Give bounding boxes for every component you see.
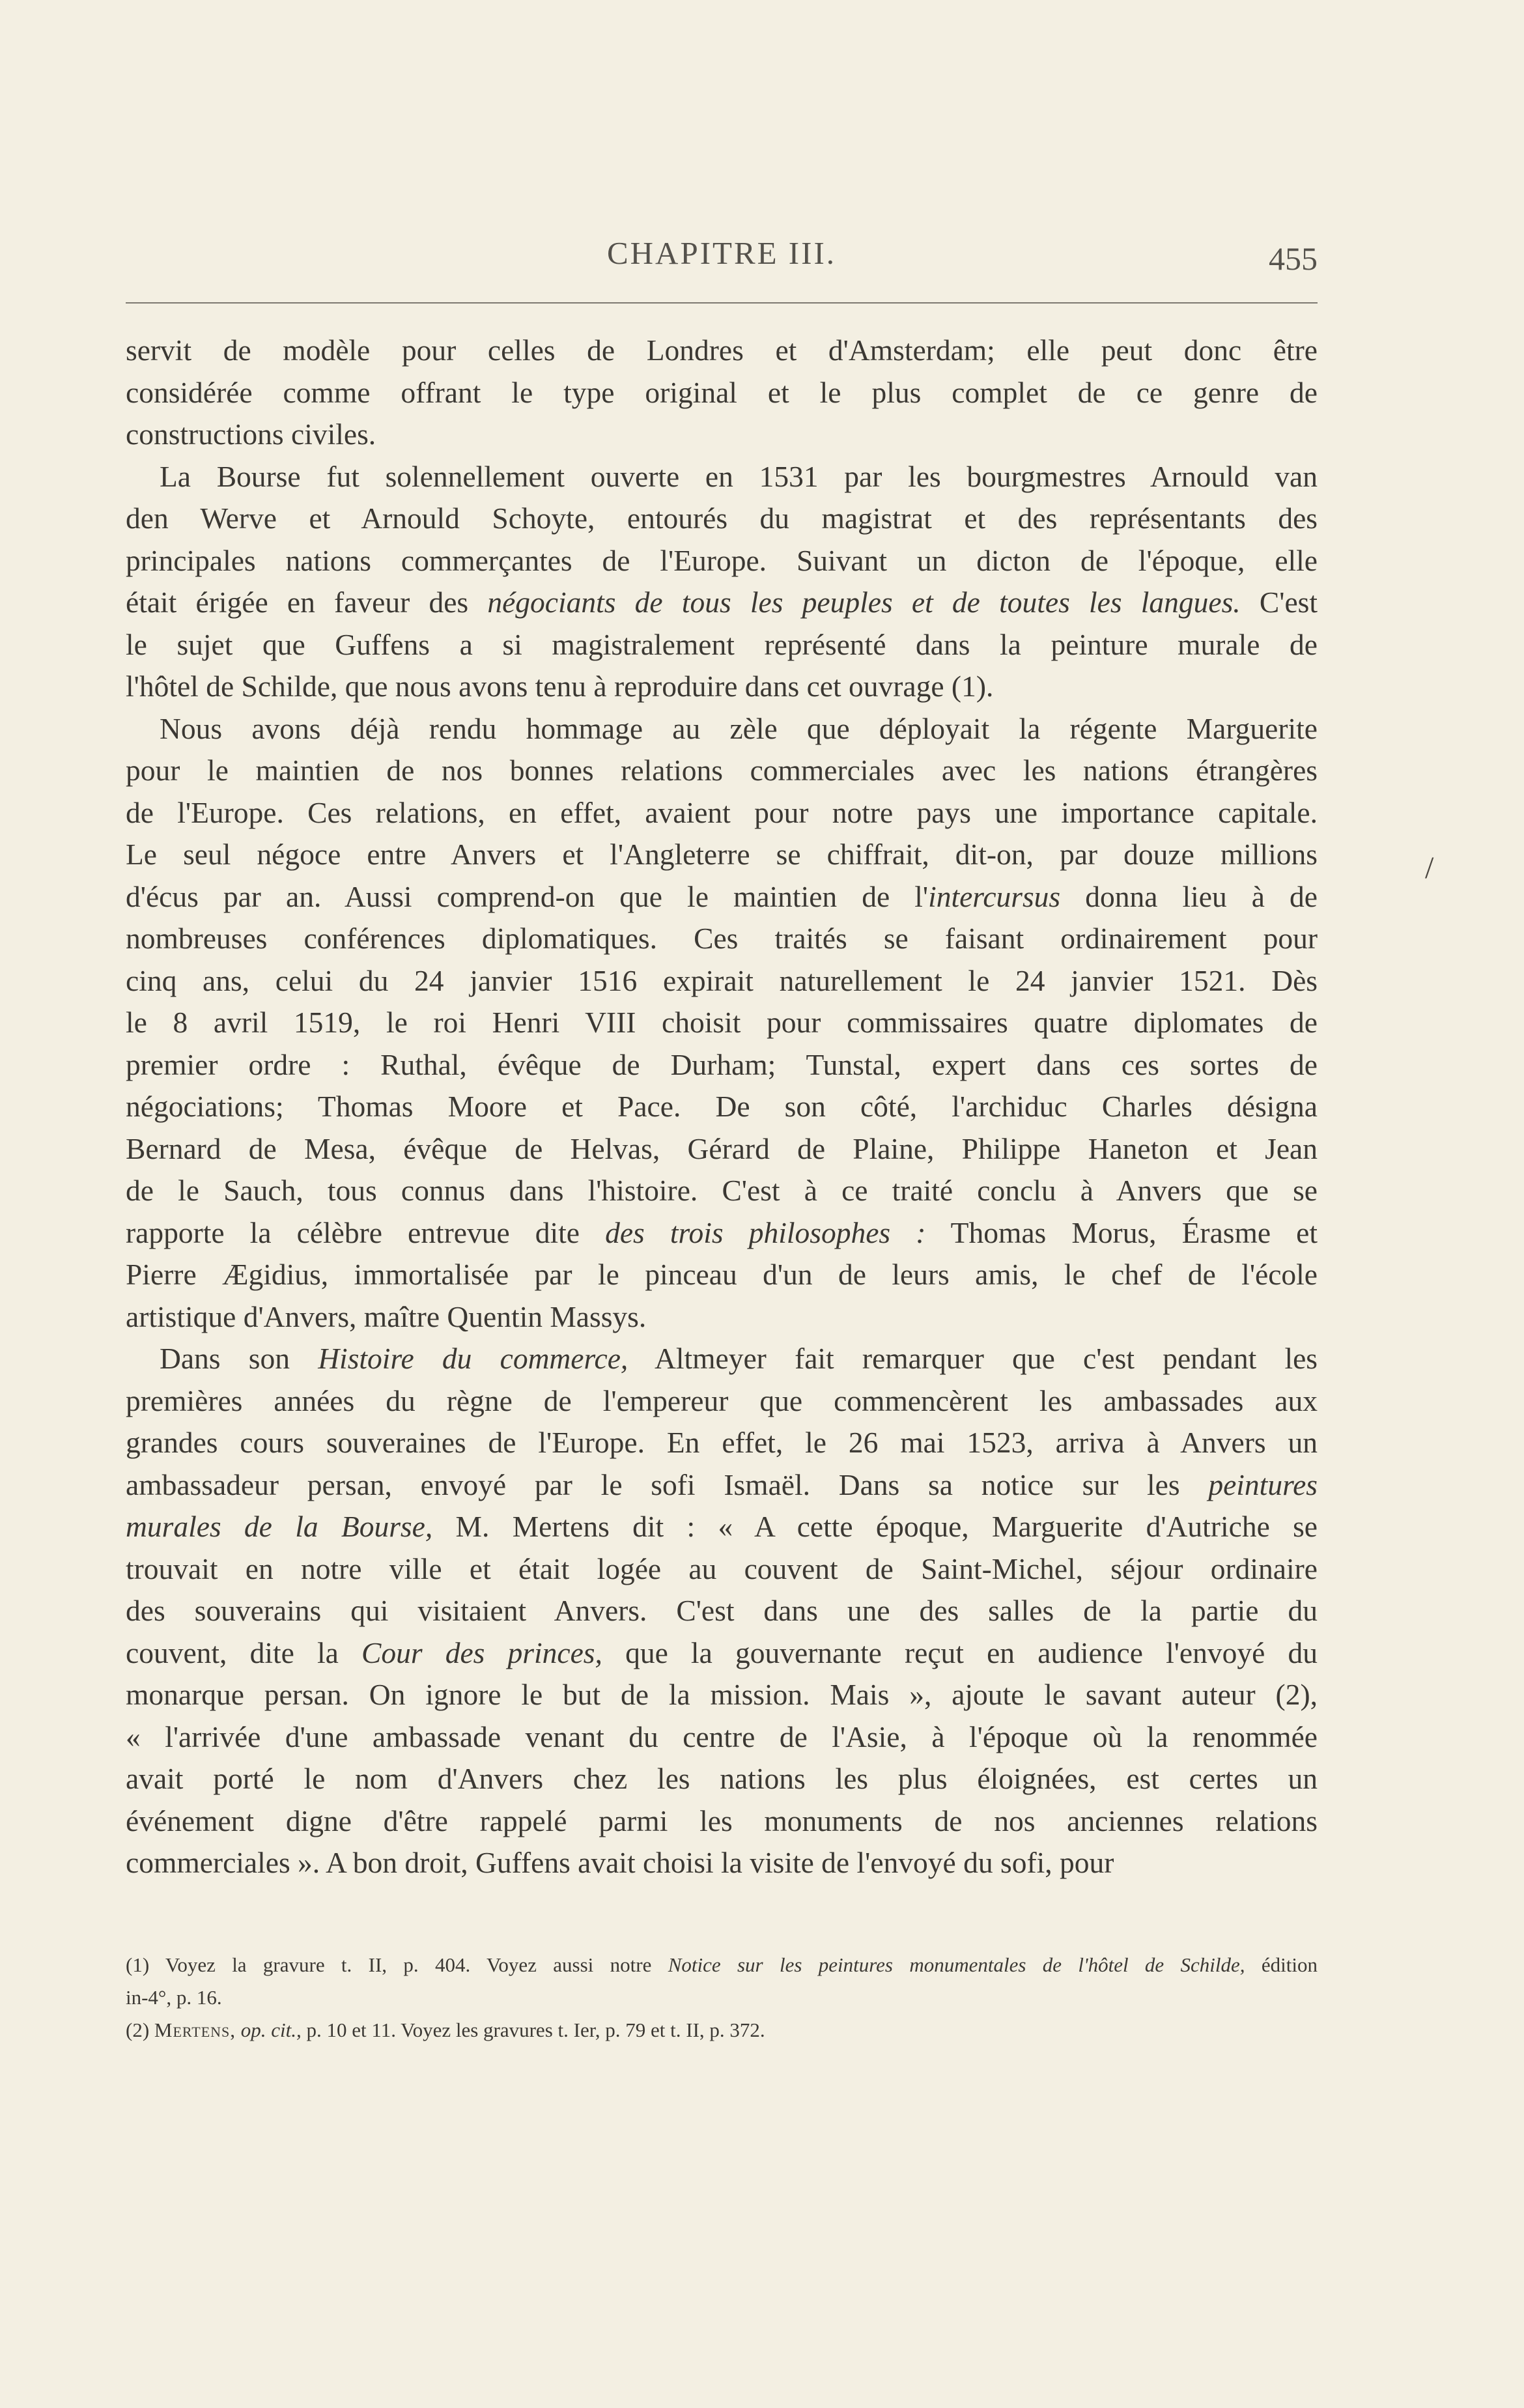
text-run: de l'Europe. Ces relations, en effet, avaient pour notre pays une importance capitale. [126, 795, 1318, 829]
text-run: le sujet que Guffens a si magistralement représenté dans la peinture murale de [126, 627, 1318, 661]
text-run: le 8 avril 1519, le roi Henri VIII choisit pour commissaires quatre diplomates de [126, 1006, 1318, 1039]
italic-phrase: peintures [1208, 1467, 1318, 1501]
text-line [126, 330, 1318, 372]
text-run: pour le maintien de nos bonnes relations commerciales avec les nations étrangères [126, 754, 1318, 787]
text-run: M. Mertens dit : « A cette époque, Marguerite d'Autriche se [432, 1510, 1318, 1543]
text-run: couvent, dite la [126, 1636, 361, 1669]
text-run: trouvait en notre ville et était logée au couvent de Saint-Michel, séjour ordinaire [126, 1551, 1318, 1585]
text-run: principales nations commerçantes de l'Europe. Suivant un dicton de l'époque, elle [126, 543, 1318, 577]
text-line [126, 1296, 1318, 1339]
text-line [126, 1422, 1318, 1464]
text-line [126, 1170, 1318, 1212]
text-line [126, 1086, 1318, 1128]
italic-phrase: des trois philosophes : [605, 1215, 926, 1249]
text-run: commerciales ». A bon droit, Guffens avait choisi la visite de l'envoyé du sofi, pour [126, 1846, 1114, 1879]
footnote-1-line-2: in-4°, p. 16. [126, 1986, 222, 2009]
text-line [126, 960, 1318, 1002]
text-run: nombreuses conférences diplomatiques. Ces traités se faisant ordinairement pour [126, 922, 1318, 955]
text-run: Le seul négoce entre Anvers et l'Angleterre se chiffrait, dit-on, par douze millions [126, 838, 1318, 871]
text-line [126, 918, 1318, 960]
text-run: de le Sauch, tous connus dans l'histoire. C'est à ce traité conclu à Anvers que se [126, 1174, 1318, 1207]
text-line [126, 1212, 1318, 1254]
italic-phrase: Histoire du commerce, [318, 1342, 628, 1375]
footnote-number: (2) [126, 2018, 154, 2041]
text-run: grandes cours souveraines de l'Europe. En effet, le 26 mai 1523, arriva à Anvers un [126, 1426, 1318, 1459]
text-line [126, 498, 1318, 540]
footnote-reference: op. cit., [236, 2018, 302, 2041]
italic-phrase: intercursus [928, 879, 1061, 913]
text-run: événement digne d'être rappelé parmi les monuments de nos anciennes relations [126, 1804, 1318, 1837]
text-line [126, 1842, 1318, 1884]
text-run: « l'arrivée d'une ambassade venant du centre de l'Asie, à l'époque où la renommée [126, 1720, 1318, 1753]
text-line [126, 834, 1318, 876]
text-line [126, 540, 1318, 582]
text-line [126, 1632, 1318, 1675]
text-run: que la gouvernante reçut en audience l'envoyé du [602, 1636, 1318, 1669]
running-head [126, 234, 1318, 280]
text-line [126, 1044, 1318, 1086]
text-run: den Werve et Arnould Schoyte, entourés du magistrat et des représentants des [126, 502, 1318, 535]
text-line [126, 876, 1318, 918]
text-run: d'écus par an. Aussi comprend-on que le maintien de l' [126, 879, 929, 913]
text-run: servit de modèle pour celles de Londres et d'Amsterdam; elle peut donc être [126, 333, 1318, 367]
text-line [126, 1254, 1318, 1296]
text-line [126, 1800, 1318, 1843]
text-line [126, 708, 1318, 750]
text-line [126, 1002, 1318, 1044]
footnote-italic-title: Notice sur les peintures monumentales de l'hôtel de Schilde, [668, 1953, 1245, 1976]
page-number: 455 [1269, 240, 1318, 277]
text-run: Dans son [160, 1342, 318, 1375]
text-run: artistique d'Anvers, maître Quentin Massys. [126, 1299, 647, 1333]
text-line [126, 1464, 1318, 1507]
italic-phrase: murales de la Bourse, [126, 1510, 433, 1543]
text-line [126, 456, 1318, 498]
text-line [126, 750, 1318, 792]
footnote-author: Mertens, [154, 2018, 236, 2041]
text-line [126, 1590, 1318, 1632]
text-line [126, 1548, 1318, 1591]
text-run: cinq ans, celui du 24 janvier 1516 expirait naturellement le 24 janvier 1521. Dès [126, 963, 1318, 997]
footnote-text: (1) Voyez la gravure t. II, p. 404. Voyez aussi notre [126, 1953, 668, 1976]
text-run: Pierre Ægidius, immortalisée par le pinceau d'un de leurs amis, le chef de l'école [126, 1258, 1318, 1291]
text-run: avait porté le nom d'Anvers chez les nations les plus éloignées, est certes un [126, 1762, 1318, 1795]
text-run: premier ordre : Ruthal, évêque de Durham; Tunstal, expert dans ces sortes de [126, 1047, 1318, 1081]
text-line [126, 1758, 1318, 1800]
footnote-2 [126, 2014, 1318, 2047]
text-line [126, 624, 1318, 666]
italic-phrase: Cour des princes, [361, 1636, 602, 1669]
text-run: monarque persan. On ignore le but de la mission. Mais », ajoute le savant auteur (2), [126, 1678, 1318, 1711]
text-run: Nous avons déjà rendu hommage au zèle que déployait la régente Marguerite [160, 711, 1318, 745]
text-line [126, 1380, 1318, 1423]
text-run: était érigée en faveur des [126, 586, 488, 619]
text-run: donna lieu à de [1060, 879, 1318, 913]
text-line [126, 1338, 1318, 1380]
text-run: des souverains qui visitaient Anvers. C'est dans une des salles de la partie du [126, 1594, 1318, 1627]
chapter-title: CHAPITRE III. [606, 235, 837, 271]
text-run: Altmeyer fait remarquer que c'est pendant les [628, 1342, 1318, 1375]
footnotes [126, 1949, 1318, 2047]
text-run: ambassadeur persan, envoyé par le sofi Ismaël. Dans sa notice sur les [126, 1467, 1209, 1501]
footnote-1-line-1 [126, 1949, 1318, 1981]
text-run: Bernard de Mesa, évêque de Helvas, Gérard de Plaine, Philippe Haneton et Jean [126, 1131, 1318, 1165]
body-text [126, 330, 1318, 1884]
italic-phrase: négociants de tous les peuples et de toutes les langues. [487, 586, 1241, 619]
margin-mark: / [1425, 851, 1434, 885]
text-line [126, 372, 1318, 414]
text-run: l'hôtel de Schilde, que nous avons tenu à reproduire dans cet ouvrage (1). [126, 670, 994, 703]
text-line [126, 1128, 1318, 1170]
text-line [126, 1506, 1318, 1548]
text-line [126, 582, 1318, 624]
text-line [126, 1716, 1318, 1759]
text-run: constructions civiles. [126, 418, 376, 451]
text-line [126, 1674, 1318, 1716]
text-line [126, 414, 1318, 456]
text-run: négociations; Thomas Moore et Pace. De son côté, l'archiduc Charles désigna [126, 1090, 1318, 1123]
text-run: La Bourse fut solennellement ouverte en 1531 par les bourgmestres Arnould van [160, 459, 1318, 493]
text-run: C'est [1240, 586, 1318, 619]
text-run: Thomas Morus, Érasme et [925, 1215, 1318, 1249]
text-run: considérée comme offrant le type original et le plus complet de ce genre de [126, 375, 1318, 409]
footnote-text: p. 10 et 11. Voyez les gravures t. Ier, p. 79 et t. II, p. 372. [301, 2018, 765, 2041]
text-line [126, 792, 1318, 834]
header-rule [126, 302, 1318, 304]
text-run: premières années du règne de l'empereur que commencèrent les ambassades aux [126, 1383, 1318, 1417]
text-line [126, 666, 1318, 708]
footnote-text: édition [1245, 1953, 1318, 1976]
text-run: rapporte la célèbre entrevue dite [126, 1215, 606, 1249]
